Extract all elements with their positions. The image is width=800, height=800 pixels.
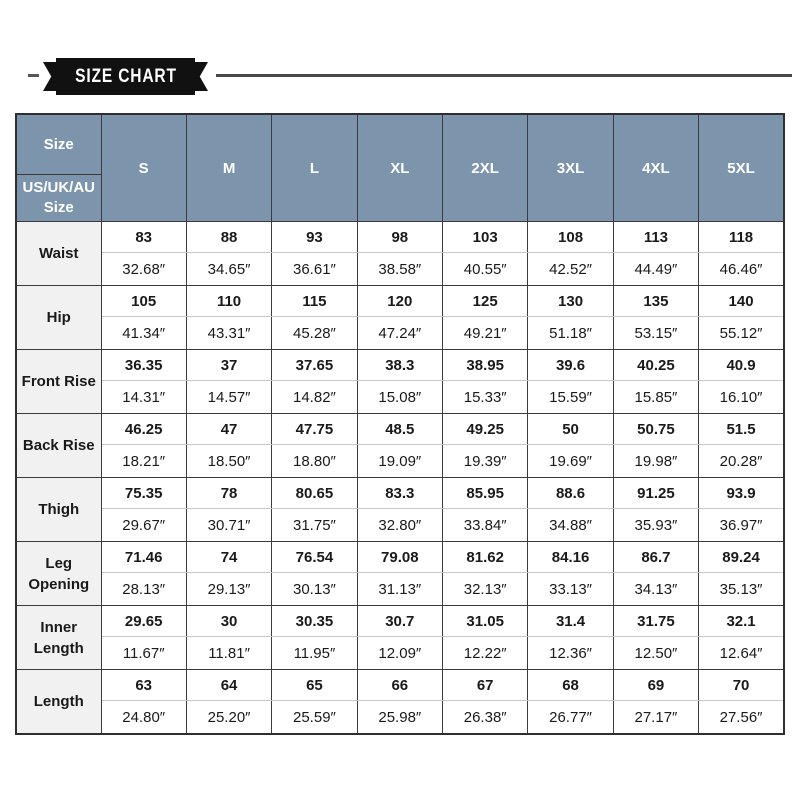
cm-value-cell: 108	[528, 222, 613, 253]
inch-value-cell: 19.09″	[357, 445, 442, 478]
inch-value-cell: 41.34″	[101, 317, 186, 350]
cm-value-cell: 50.75	[613, 414, 698, 445]
measure-label: Waist	[16, 222, 101, 286]
cm-value-cell: 80.65	[272, 478, 357, 509]
inch-value-cell: 45.28″	[272, 317, 357, 350]
measure-row-cm	[16, 606, 784, 637]
corner-region-label: US/UK/AU Size	[22, 178, 96, 216]
inch-value-cell: 18.50″	[186, 445, 271, 478]
corner-header-cell	[16, 114, 101, 222]
cm-value-cell: 98	[357, 222, 442, 253]
inch-value-cell: 29.67″	[101, 509, 186, 542]
inch-value-cell: 28.13″	[101, 573, 186, 606]
inch-value-cell: 34.65″	[186, 253, 271, 286]
inch-value-cell: 32.68″	[101, 253, 186, 286]
measure-label: Leg Opening	[16, 542, 101, 606]
cm-value-cell: 70	[699, 670, 784, 701]
cm-value-cell: 64	[186, 670, 271, 701]
cm-value-cell: 47	[186, 414, 271, 445]
measure-row-inch	[16, 317, 784, 350]
cm-value-cell: 37.65	[272, 350, 357, 381]
cm-value-cell: 83.3	[357, 478, 442, 509]
cm-value-cell: 49.25	[443, 414, 528, 445]
measure-label: Length	[16, 670, 101, 735]
cm-value-cell: 30	[186, 606, 271, 637]
ribbon-tail-left-icon	[43, 62, 58, 91]
inch-value-cell: 15.85″	[613, 381, 698, 414]
cm-value-cell: 105	[101, 286, 186, 317]
cm-value-cell: 39.6	[528, 350, 613, 381]
cm-value-cell: 31.4	[528, 606, 613, 637]
measure-row-cm	[16, 542, 784, 573]
size-column-header: 3XL	[528, 114, 613, 222]
cm-value-cell: 85.95	[443, 478, 528, 509]
cm-value-cell: 110	[186, 286, 271, 317]
inch-value-cell: 15.08″	[357, 381, 442, 414]
cm-value-cell: 118	[699, 222, 784, 253]
inch-value-cell: 29.13″	[186, 573, 271, 606]
ribbon-tail-right-icon	[193, 62, 208, 91]
cm-value-cell: 46.25	[101, 414, 186, 445]
cm-value-cell: 81.62	[443, 542, 528, 573]
inch-value-cell: 25.59″	[272, 701, 357, 735]
cm-value-cell: 125	[443, 286, 528, 317]
measure-row-inch	[16, 509, 784, 542]
inch-value-cell: 19.69″	[528, 445, 613, 478]
inch-value-cell: 38.58″	[357, 253, 442, 286]
cm-value-cell: 88	[186, 222, 271, 253]
inch-value-cell: 33.84″	[443, 509, 528, 542]
measure-row-inch	[16, 637, 784, 670]
inch-value-cell: 18.80″	[272, 445, 357, 478]
cm-value-cell: 115	[272, 286, 357, 317]
inch-value-cell: 47.24″	[357, 317, 442, 350]
measure-label: Front Rise	[16, 350, 101, 414]
inch-value-cell: 35.13″	[699, 573, 784, 606]
cm-value-cell: 30.7	[357, 606, 442, 637]
cm-value-cell: 93	[272, 222, 357, 253]
cm-value-cell: 38.95	[443, 350, 528, 381]
measure-row-inch	[16, 253, 784, 286]
measure-label: Back Rise	[16, 414, 101, 478]
cm-value-cell: 79.08	[357, 542, 442, 573]
left-dash	[28, 74, 39, 77]
measure-row-cm	[16, 670, 784, 701]
inch-value-cell: 14.82″	[272, 381, 357, 414]
inch-value-cell: 12.22″	[443, 637, 528, 670]
cm-value-cell: 71.46	[101, 542, 186, 573]
measure-row-inch	[16, 701, 784, 735]
inch-value-cell: 27.17″	[613, 701, 698, 735]
inch-value-cell: 36.97″	[699, 509, 784, 542]
cm-value-cell: 40.25	[613, 350, 698, 381]
cm-value-cell: 63	[101, 670, 186, 701]
inch-value-cell: 49.21″	[443, 317, 528, 350]
cm-value-cell: 65	[272, 670, 357, 701]
inch-value-cell: 15.59″	[528, 381, 613, 414]
size-column-header: M	[186, 114, 271, 222]
inch-value-cell: 25.20″	[186, 701, 271, 735]
header-row	[16, 114, 784, 222]
inch-value-cell: 12.36″	[528, 637, 613, 670]
cm-value-cell: 78	[186, 478, 271, 509]
inch-value-cell: 12.50″	[613, 637, 698, 670]
measure-row-inch	[16, 381, 784, 414]
inch-value-cell: 32.13″	[443, 573, 528, 606]
size-column-header: 5XL	[699, 114, 784, 222]
inch-value-cell: 19.39″	[443, 445, 528, 478]
cm-value-cell: 67	[443, 670, 528, 701]
inch-value-cell: 53.15″	[613, 317, 698, 350]
cm-value-cell: 40.9	[699, 350, 784, 381]
inch-value-cell: 14.31″	[101, 381, 186, 414]
corner-size-label: Size	[17, 115, 101, 175]
inch-value-cell: 55.12″	[699, 317, 784, 350]
inch-value-cell: 25.98″	[357, 701, 442, 735]
measure-row-cm	[16, 478, 784, 509]
divider-line	[216, 74, 792, 77]
size-column-header: 4XL	[613, 114, 698, 222]
cm-value-cell: 120	[357, 286, 442, 317]
cm-value-cell: 89.24	[699, 542, 784, 573]
cm-value-cell: 103	[443, 222, 528, 253]
cm-value-cell: 31.75	[613, 606, 698, 637]
measure-row-inch	[16, 445, 784, 478]
cm-value-cell: 135	[613, 286, 698, 317]
measure-label: Thigh	[16, 478, 101, 542]
cm-value-cell: 93.9	[699, 478, 784, 509]
size-column-header: 2XL	[443, 114, 528, 222]
inch-value-cell: 30.71″	[186, 509, 271, 542]
cm-value-cell: 88.6	[528, 478, 613, 509]
size-chart-ribbon	[56, 58, 195, 95]
inch-value-cell: 33.13″	[528, 573, 613, 606]
inch-value-cell: 26.77″	[528, 701, 613, 735]
size-column-header: L	[272, 114, 357, 222]
inch-value-cell: 11.81″	[186, 637, 271, 670]
cm-value-cell: 30.35	[272, 606, 357, 637]
inch-value-cell: 40.55″	[443, 253, 528, 286]
banner-title: SIZE CHART	[74, 65, 177, 87]
size-column-header: S	[101, 114, 186, 222]
inch-value-cell: 34.13″	[613, 573, 698, 606]
cm-value-cell: 74	[186, 542, 271, 573]
cm-value-cell: 69	[613, 670, 698, 701]
inch-value-cell: 44.49″	[613, 253, 698, 286]
inch-value-cell: 36.61″	[272, 253, 357, 286]
inch-value-cell: 14.57″	[186, 381, 271, 414]
cm-value-cell: 75.35	[101, 478, 186, 509]
inch-value-cell: 12.09″	[357, 637, 442, 670]
cm-value-cell: 84.16	[528, 542, 613, 573]
cm-value-cell: 66	[357, 670, 442, 701]
inch-value-cell: 12.64″	[699, 637, 784, 670]
inch-value-cell: 15.33″	[443, 381, 528, 414]
cm-value-cell: 32.1	[699, 606, 784, 637]
inch-value-cell: 34.88″	[528, 509, 613, 542]
inch-value-cell: 26.38″	[443, 701, 528, 735]
cm-value-cell: 130	[528, 286, 613, 317]
measure-row-inch	[16, 573, 784, 606]
cm-value-cell: 47.75	[272, 414, 357, 445]
cm-value-cell: 29.65	[101, 606, 186, 637]
cm-value-cell: 36.35	[101, 350, 186, 381]
cm-value-cell: 51.5	[699, 414, 784, 445]
cm-value-cell: 113	[613, 222, 698, 253]
cm-value-cell: 91.25	[613, 478, 698, 509]
cm-value-cell: 48.5	[357, 414, 442, 445]
cm-value-cell: 37	[186, 350, 271, 381]
inch-value-cell: 11.67″	[101, 637, 186, 670]
cm-value-cell: 38.3	[357, 350, 442, 381]
measure-row-cm	[16, 414, 784, 445]
measure-row-cm	[16, 350, 784, 381]
inch-value-cell: 30.13″	[272, 573, 357, 606]
inch-value-cell: 35.93″	[613, 509, 698, 542]
inch-value-cell: 46.46″	[699, 253, 784, 286]
inch-value-cell: 31.75″	[272, 509, 357, 542]
measure-label: Hip	[16, 286, 101, 350]
size-chart-table	[15, 113, 785, 735]
cm-value-cell: 76.54	[272, 542, 357, 573]
inch-value-cell: 24.80″	[101, 701, 186, 735]
inch-value-cell: 18.21″	[101, 445, 186, 478]
inch-value-cell: 20.28″	[699, 445, 784, 478]
cm-value-cell: 31.05	[443, 606, 528, 637]
inch-value-cell: 11.95″	[272, 637, 357, 670]
measure-row-cm	[16, 222, 784, 253]
cm-value-cell: 50	[528, 414, 613, 445]
inch-value-cell: 32.80″	[357, 509, 442, 542]
inch-value-cell: 31.13″	[357, 573, 442, 606]
banner-row	[0, 58, 800, 98]
inch-value-cell: 43.31″	[186, 317, 271, 350]
cm-value-cell: 140	[699, 286, 784, 317]
inch-value-cell: 19.98″	[613, 445, 698, 478]
inch-value-cell: 51.18″	[528, 317, 613, 350]
cm-value-cell: 83	[101, 222, 186, 253]
inch-value-cell: 42.52″	[528, 253, 613, 286]
measure-label: Inner Length	[16, 606, 101, 670]
size-column-header: XL	[357, 114, 442, 222]
cm-value-cell: 86.7	[613, 542, 698, 573]
measure-row-cm	[16, 286, 784, 317]
inch-value-cell: 27.56″	[699, 701, 784, 735]
inch-value-cell: 16.10″	[699, 381, 784, 414]
cm-value-cell: 68	[528, 670, 613, 701]
